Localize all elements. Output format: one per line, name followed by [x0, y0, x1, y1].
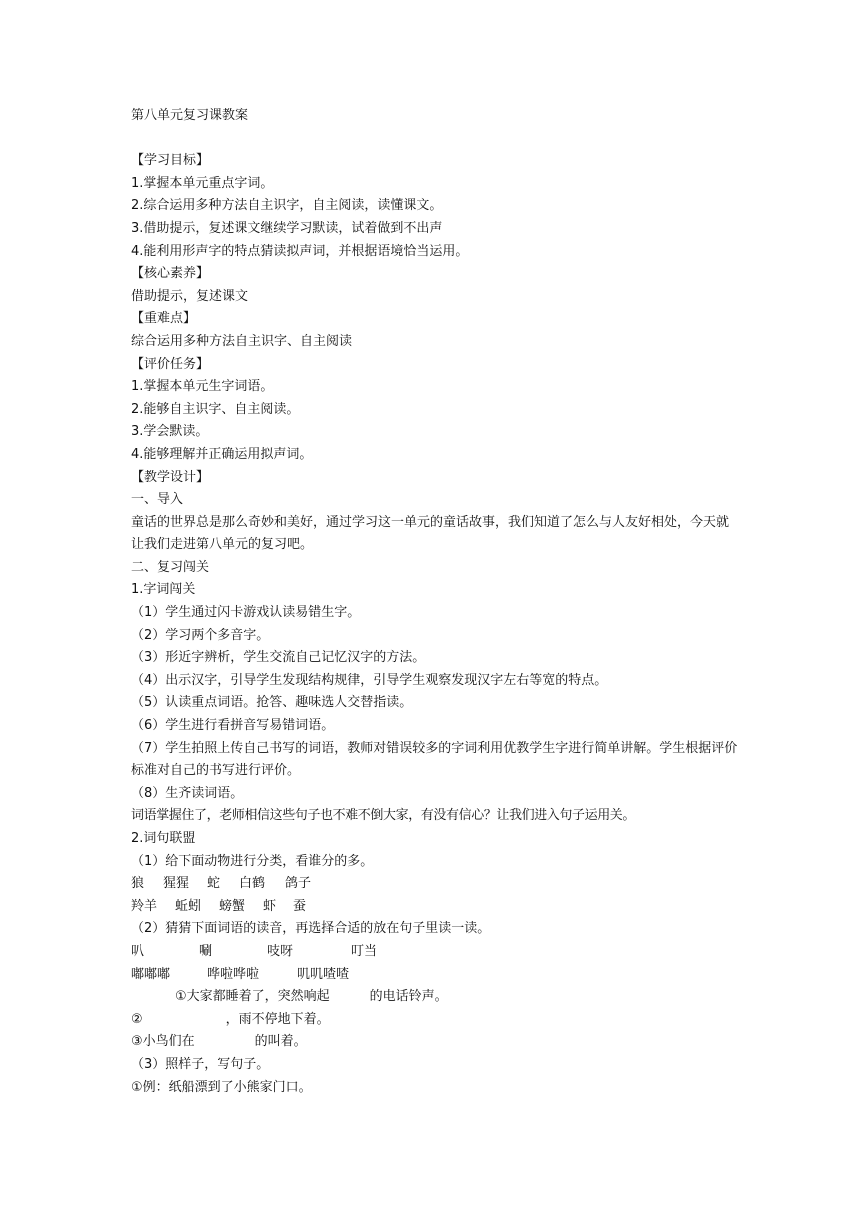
intro-paragraph: 童话的世界总是那么奇妙和美好，通过学习这一单元的童话故事，我们知道了怎么与人友好相处，今天就让我们走进第八单元的复习吧。: [131, 514, 730, 553]
animal-word: 猩猩: [163, 876, 190, 892]
evaluation-heading: 【评价任务】: [131, 356, 210, 372]
fill-sentence-3: [131, 1031, 741, 1054]
question-1: （1）给下面动物进行分类，看谁分的多。: [131, 853, 374, 869]
onomatopoeia-word: 叽叽喳喳: [297, 966, 350, 982]
sentence-part: 的电话铃声。: [369, 989, 448, 1005]
step-item: （7）学生拍照上传自己书写的词语，教师对错误较多的字词利用优教学生字进行简单讲解。学生根据评价标准对自己的书写进行评价。: [131, 740, 738, 779]
step-item: （6）学生进行看拼音写易错词语。: [131, 718, 335, 734]
question-2: （2）猜猜下面词语的读音，再选择合适的放在句子里读一读。: [131, 921, 491, 937]
literacy-text: 借助提示，复述课文: [131, 288, 249, 304]
part2-title: 2.词句联盟: [131, 831, 196, 846]
animal-word: 螃蟹: [219, 898, 246, 914]
animal-word: 白鹤: [239, 876, 266, 892]
fill-sentence-1: [131, 986, 741, 1009]
design-heading: 【教学设计】: [131, 469, 210, 485]
animal-word: 鸽子: [285, 876, 312, 892]
animals-row: [131, 896, 741, 919]
sentence-part: 的叫着。: [254, 1034, 307, 1050]
step-item: （2）学习两个多音字。: [131, 627, 270, 643]
animal-word: 狼: [131, 876, 145, 892]
animal-word: 蛇: [207, 876, 221, 892]
onomatopoeia-word: 哗啦哗啦: [207, 966, 260, 982]
sentence-part: ，雨不停地下着。: [225, 1011, 330, 1027]
sentence-part: ②: [131, 1011, 143, 1027]
document-title: 第八单元复习课教案: [131, 108, 249, 123]
sentence-part: ①大家都睡着了，突然响起: [175, 989, 330, 1005]
objective-item: 4.能利用形声字的特点猜读拟声词，并根据语境恰当运用。: [131, 243, 469, 259]
key-points-heading: 【重难点】: [131, 311, 197, 327]
example-sentence: ①例：纸船漂到了小熊家门口。: [131, 1079, 312, 1095]
step-item: （5）认读重点词语。抢答、趣味选人交替指读。: [131, 695, 413, 711]
sentence-part: ③小鸟们在: [131, 1034, 195, 1050]
onomatopoeia-word: 吱呀: [267, 943, 294, 959]
evaluation-item: 3.学会默读。: [131, 424, 209, 440]
evaluation-item: 4.能够理解并正确运用拟声词。: [131, 446, 313, 462]
document-body: [131, 105, 741, 1099]
animal-word: 虾: [263, 898, 277, 914]
evaluation-item: 2.能够自主识字、自主阅读。: [131, 401, 300, 417]
objectives-heading: 【学习目标】: [131, 153, 210, 169]
animal-word: 羚羊: [131, 898, 158, 914]
review-title: 二、复习闯关: [131, 559, 210, 575]
step-item: （3）形近字辨析，学生交流自己记忆汉字的方法。: [131, 650, 426, 666]
words-row: [131, 964, 741, 987]
onomatopoeia-word: 叭: [131, 943, 145, 959]
animals-row: [131, 873, 741, 896]
step-item: （1）学生通过闪卡游戏认读易错生字。: [131, 605, 361, 621]
literacy-heading: 【核心素养】: [131, 266, 210, 282]
step-item: （8）生齐读词语。: [131, 785, 244, 801]
intro-title: 一、导入: [131, 492, 184, 508]
objective-item: 1.掌握本单元重点字词。: [131, 175, 274, 191]
words-row: [131, 941, 741, 964]
animal-word: 蚕: [293, 898, 307, 914]
step-item: （4）出示汉字，引导学生发现结构规律，引导学生观察发现汉字左右等宽的特点。: [131, 672, 608, 688]
animal-word: 蚯蚓: [175, 898, 202, 914]
evaluation-item: 1.掌握本单元生字词语。: [131, 379, 274, 395]
part1-title: 1.字词闯关: [131, 582, 196, 598]
onomatopoeia-word: 叮当: [351, 943, 378, 959]
onomatopoeia-word: 嘟嘟嘟: [131, 966, 171, 982]
objective-item: 2.综合运用多种方法自主识字，自主阅读，读懂课文。: [131, 198, 443, 214]
key-points-text: 综合运用多种方法自主识字、自主阅读: [131, 333, 353, 349]
fill-sentence-2: [131, 1009, 741, 1032]
transition-text: 词语掌握住了，老师相信这些句子也不难不倒大家，有没有信心？让我们进入句子运用关。: [131, 808, 636, 824]
onomatopoeia-word: 唰: [199, 943, 213, 959]
objective-item: 3.借助提示，复述课文继续学习默读，试着做到不出声: [131, 220, 443, 236]
spacer: [131, 128, 741, 151]
question-3: （3）照样子，写句子。: [131, 1056, 270, 1072]
